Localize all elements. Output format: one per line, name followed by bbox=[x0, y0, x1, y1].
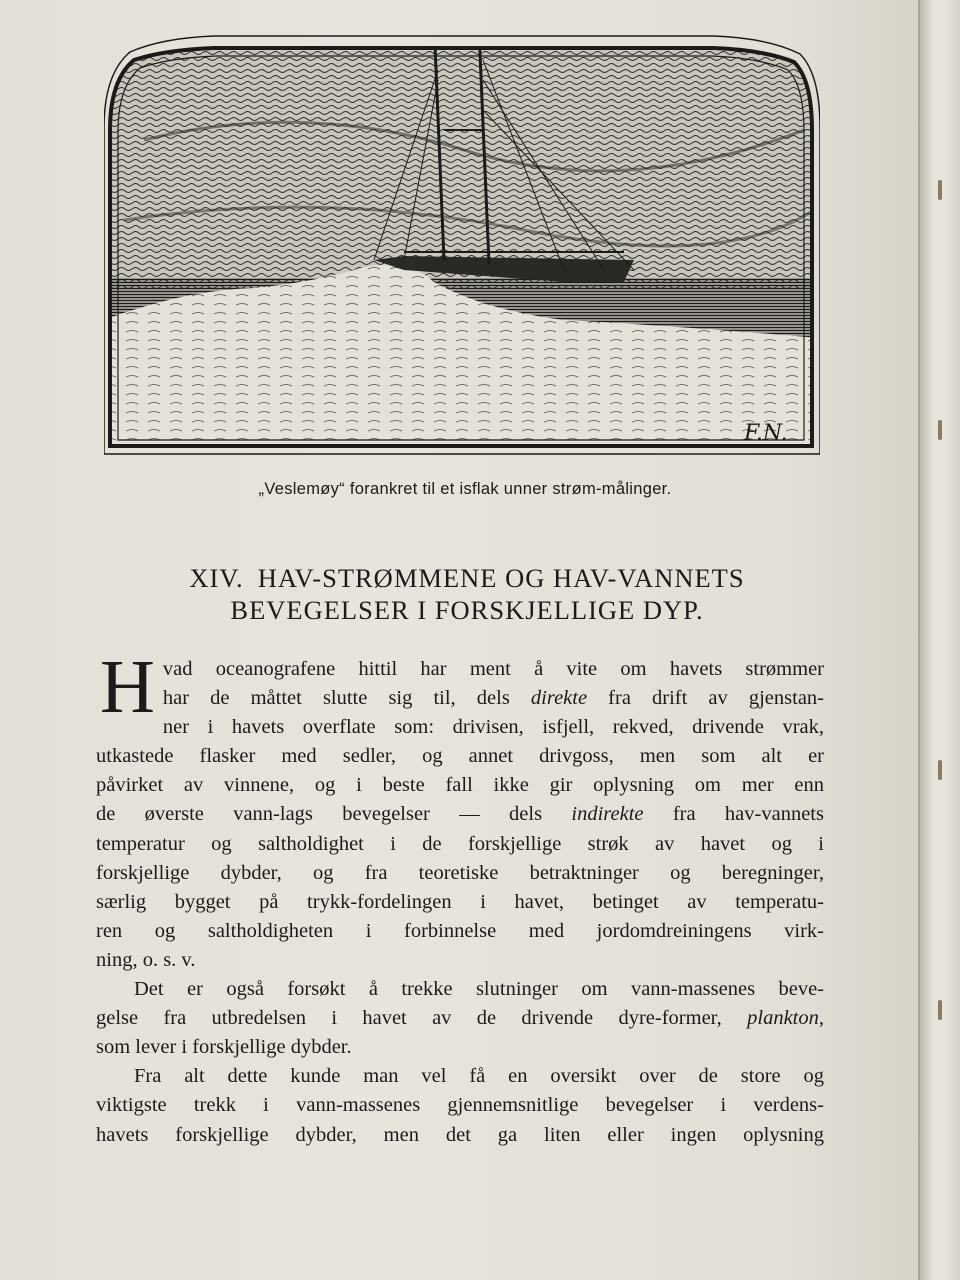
ship-in-ice-illustration bbox=[104, 20, 820, 456]
text-line: påvirket av vinnene, og i beste fall ikke gir oplysning om mer enn bbox=[96, 774, 824, 797]
text-line: særlig bygget på trykk-fordelingen i havet, betinget av temperatu- bbox=[96, 890, 824, 913]
drop-cap: H bbox=[100, 645, 155, 729]
text-line: forskjellige dybder, og fra teoretiske betraktninger og beregninger, bbox=[96, 861, 824, 884]
text-line: utkastede flasker med sedler, og annet drivgoss, men som alt er bbox=[96, 745, 824, 768]
text-line: Fra alt dette kunde man vel få en oversikt over de store og bbox=[134, 1065, 824, 1088]
text-line: gelse fra utbredelsen i havet av de drivende dyre-former, plankton, bbox=[96, 1007, 824, 1030]
body-text bbox=[96, 645, 824, 1150]
text-line: havets forskjellige dybder, men det ga liten eller ingen oplysning bbox=[96, 1123, 824, 1146]
paragraph-3 bbox=[96, 1062, 824, 1149]
chapter-title-line-1: HAV-STRØMMENE OG HAV-VANNETS bbox=[257, 563, 745, 593]
text-line: vad oceanografene hittil har ment å vite om havets strømmer bbox=[162, 658, 824, 680]
binding-stitch bbox=[938, 760, 942, 780]
binding-stitch bbox=[938, 1000, 942, 1020]
chapter-heading bbox=[96, 562, 838, 626]
chapter-title-line-2: BEVEGELSER I FORSKJELLIGE DYP. bbox=[230, 595, 704, 625]
illustration-caption: „Veslemøy“ forankret til et isflak unner strøm-målinger. bbox=[258, 480, 672, 498]
text-line: ning, o. s. v. bbox=[96, 948, 196, 971]
paragraph-2 bbox=[96, 975, 824, 1062]
binding-stitch bbox=[938, 420, 942, 440]
text-line: har de måttet slutte sig til, dels direkte fra drift av gjenstan- bbox=[162, 687, 824, 710]
paragraph-1 bbox=[96, 645, 824, 975]
chapter-number: XIV. bbox=[189, 563, 244, 593]
binding-stitch bbox=[938, 180, 942, 200]
text-line: som lever i forskjellige dybder. bbox=[96, 1036, 352, 1059]
text-line: viktigste trekk i vann-massenes gjennemsnitlige bevegelser i verdens- bbox=[96, 1094, 824, 1117]
text-line: temperatur og saltholdighet i de forskjellige strøk av havet og i bbox=[96, 832, 824, 855]
artist-signature: F.N. bbox=[744, 421, 788, 446]
text-line: ner i havets overflate som: drivisen, isfjell, rekved, drivende vrak, bbox=[162, 716, 824, 739]
text-line: Det er også forsøkt å trekke slutninger om vann-massenes beve- bbox=[134, 978, 824, 1001]
text-line: de øverste vann-lags bevegelser — dels indirekte fra hav-vannets bbox=[96, 803, 824, 826]
text-line: ren og saltholdigheten i forbinnelse med jordomdreiningens virk- bbox=[96, 919, 824, 942]
